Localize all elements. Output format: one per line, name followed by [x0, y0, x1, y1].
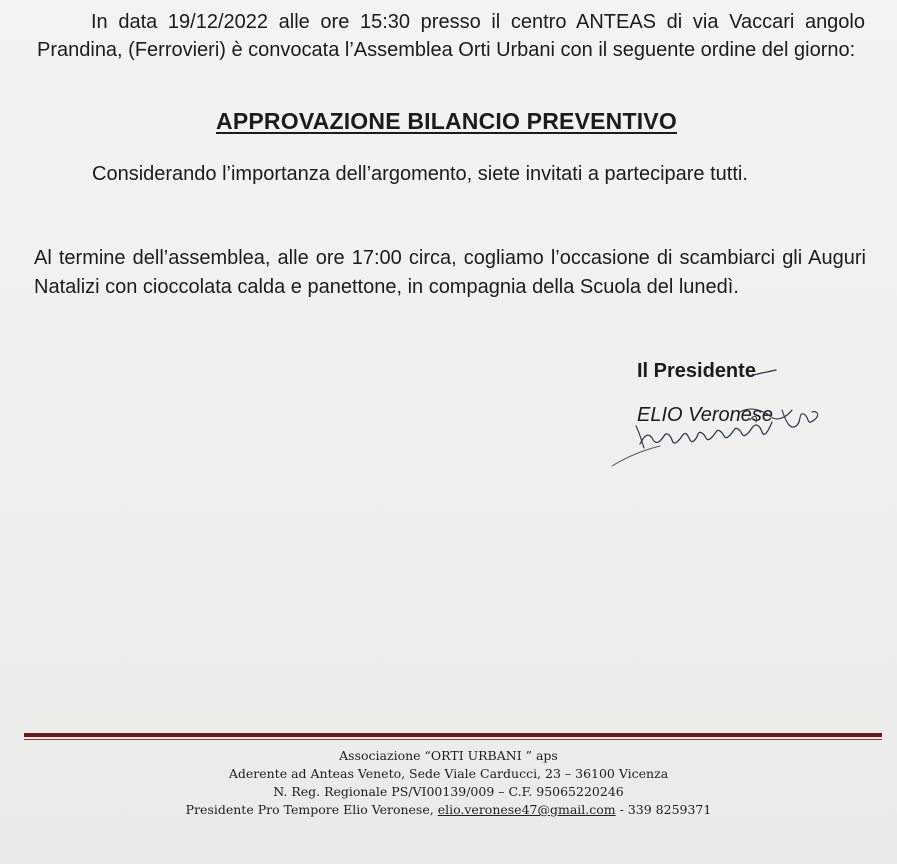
invitation-paragraph: Considerando l’importanza dell’argomento, siete invitati a partecipare tutti.: [92, 163, 748, 185]
footer-phone: - 339 8259371: [619, 802, 712, 817]
footer-association: Associazione “ORTI URBANI ” aps: [339, 748, 558, 763]
footer-email-link[interactable]: elio.veronese47@gmail.com: [437, 802, 616, 817]
letterhead-footer: [0, 747, 897, 819]
footer-president: Presidente Pro Tempore Elio Veronese,: [185, 802, 434, 817]
footer-address: Aderente ad Anteas Veneto, Sede Viale Carducci, 23 – 36100 Vicenza: [228, 766, 669, 781]
closing-paragraph: Al termine dell’assemblea, alle ore 17:00 circa, cogliamo l’occasione di scambiarci gli Auguri Natalizi con cioccolata calda e panettone, in compagnia della Scuola del lunedì.: [34, 247, 866, 298]
intro-paragraph: In data 19/12/2022 alle ore 15:30 presso il centro ANTEAS di via Vaccari angolo Prandina, (Ferrovieri) è convocata l’Assemblea Orti Urbani con il seguente ordine del giorno:: [37, 11, 865, 61]
footer-registration: N. Reg. Regionale PS/VI00139/009 – C.F. 95065220246: [273, 784, 624, 799]
signer-title: Il Presidente: [637, 360, 756, 382]
handwritten-signature: [600, 360, 820, 470]
footer-divider: [24, 733, 882, 737]
footer-divider-thin: [24, 739, 882, 740]
signer-name: ELIO Veronese: [637, 404, 774, 426]
agenda-title: APPROVAZIONE BILANCIO PREVENTIVO: [216, 108, 677, 134]
footer-contact: [0, 801, 897, 819]
